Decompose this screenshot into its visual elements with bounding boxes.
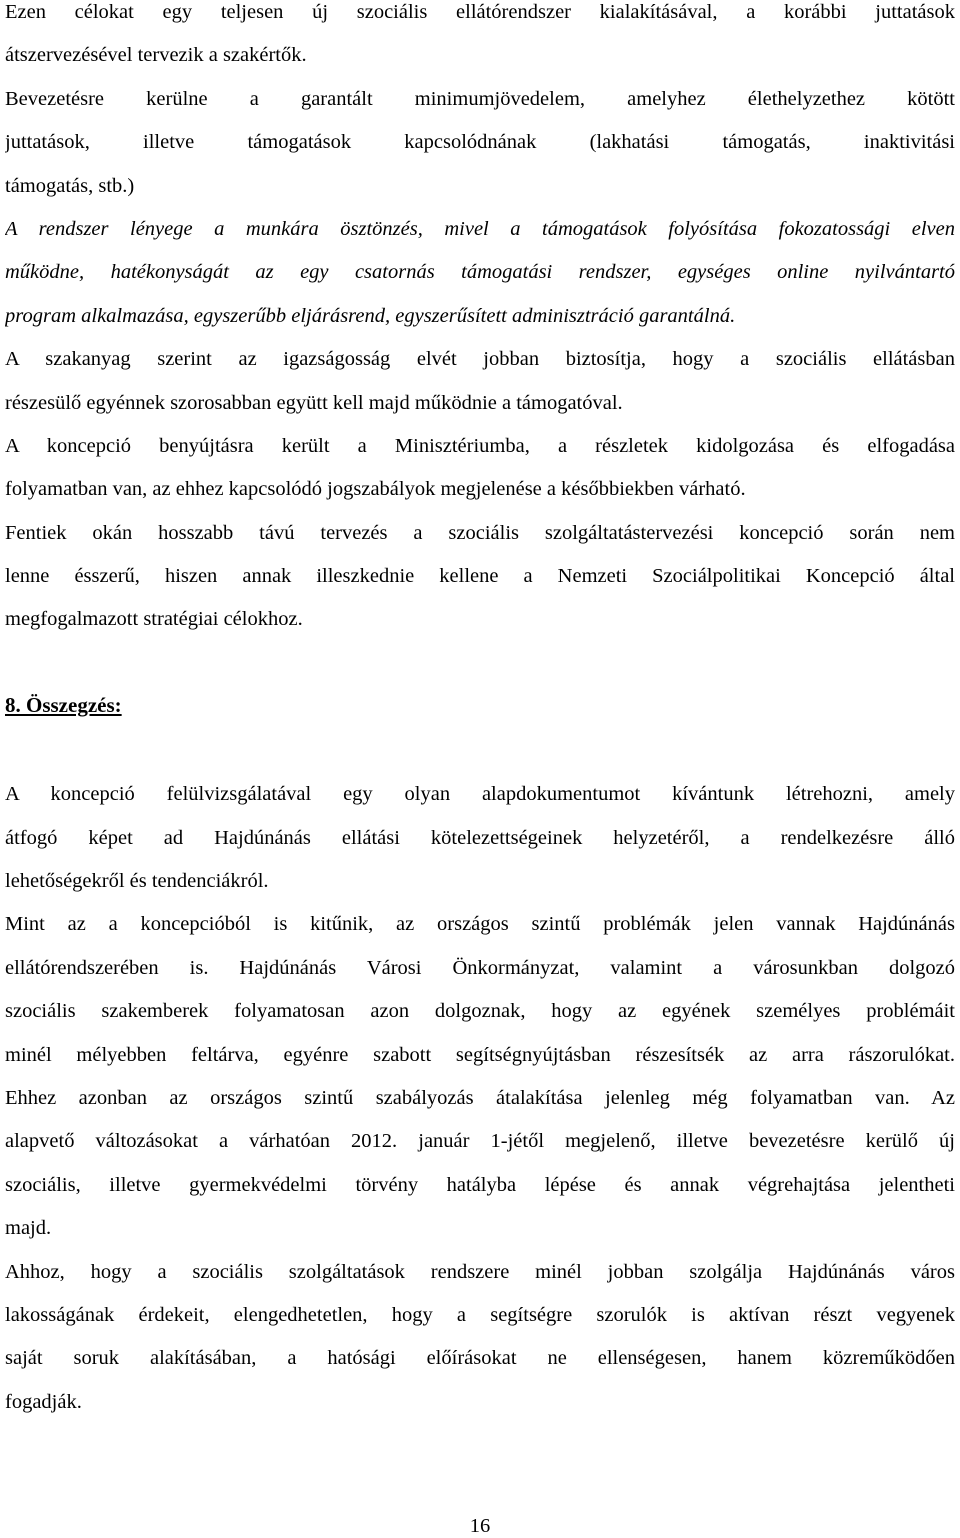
text-line: Ezen célokat egy teljesen új szociális ellátórendszer kialakításával, a korábbi juttatások — [5, 1, 955, 23]
text-line: A rendszer lényege a munkára ösztönzés, mivel a támogatások folyósítása fokozatossági elven — [5, 217, 955, 240]
section-heading-osszegzes: 8. Összegzés: — [5, 692, 122, 717]
text-line: ellátórendszerében is. Hajdúnánás Városi Önkormányzat, valamint a városunkban dolgozó — [5, 956, 955, 979]
text-line: átfogó képet ad Hajdúnánás ellátási kötelezettségeinek helyzetéről, a rendelkezésre álló — [5, 826, 955, 849]
text-line: Ahhoz, hogy a szociális szolgáltatások rendszere minél jobban szolgálja Hajdúnánás város — [5, 1260, 955, 1283]
document-page — [5, 0, 955, 1433]
text-line: támogatás, stb.) — [5, 174, 135, 197]
text-line: Ehhez azonban az országos szintű szabályozás átalakítása jelenleg még folyamatban van. Az — [5, 1086, 955, 1109]
paragraph-szocialis-ellatorendszer — [5, 0, 955, 87]
text-line: szociális szakemberek folyamatosan azon dolgoznak, hogy az egyének személyes problémáit — [5, 1000, 955, 1023]
text-line: A szakanyag szerint az igazságosság elvét jobban biztosítja, hogy a szociális ellátásban — [5, 348, 955, 371]
page-number: 16 — [469, 1515, 491, 1537]
text-line: Fentiek okán hosszabb távú tervezés a szociális szolgáltatástervezési koncepció során nem — [5, 521, 955, 544]
text-line: működne, hatékonyságát az egy csatornás támogatási rendszer, egységes online nyilvántartó — [5, 261, 955, 284]
paragraph-igazsagossag-elve — [5, 347, 955, 434]
text-line: majd. — [5, 1217, 52, 1240]
paragraph-hosszabb-tavu-tervezes — [5, 521, 955, 651]
text-line: minél mélyebben feltárva, egyénre szabott segítségnyújtásban részesítsék az arra rászorulókat. — [5, 1043, 955, 1066]
paragraph-orszagos-problemak — [5, 912, 955, 1259]
text-line: alapvető változásokat a várhatóan 2012. január 1-jétől megjelenő, illetve bevezetésre kerülő új — [5, 1130, 955, 1153]
text-line: lakosságának érdekeit, elengedhetetlen, hogy a segítségre szorulók is aktívan részt vegyenek — [5, 1303, 955, 1326]
paragraph-szocialis-szolgaltatasok — [5, 1260, 955, 1434]
text-line: program alkalmazása, egyszerűbb eljárásrend, egyszerűsített adminisztráció garantálná. — [5, 304, 736, 327]
text-line: fogadják. — [5, 1390, 82, 1413]
text-line: Bevezetésre kerülne a garantált minimumjövedelem, amelyhez élethelyzethez kötött — [5, 87, 955, 110]
text-line: lehetőségekről és tendenciákról. — [5, 870, 269, 893]
text-line: Mint az a koncepcióból is kitűnik, az országos szintű problémák jelen vannak Hajdúnánás — [5, 913, 955, 936]
paragraph-garantalt-minimumjovedelem — [5, 87, 955, 217]
text-line: saját soruk alakításában, a hatósági előírásokat ne ellenségesen, hanem közreműködően — [5, 1347, 955, 1370]
text-line: juttatások, illetve támogatások kapcsolódnának (lakhatási támogatás, inaktivitási — [5, 131, 955, 154]
text-line: szociális, illetve gyermekvédelmi törvény hatályba lépése és annak végrehajtása jelentheti — [5, 1173, 955, 1196]
text-line: A koncepció benyújtásra került a Minisztériumba, a részletek kidolgozása és elfogadása — [5, 434, 955, 457]
text-line: átszervezésével tervezik a szakértők. — [5, 44, 307, 67]
text-line: részesülő egyénnek szorosabban együtt kell majd működnie a támogatóval. — [5, 391, 623, 414]
text-line: A koncepció felülvizsgálatával egy olyan alapdokumentumot kívántunk létrehozni, amely — [5, 783, 955, 806]
paragraph-rendszer-lenyege — [5, 217, 955, 347]
paragraph-koncepcio-benyujtasa — [5, 434, 955, 521]
text-line: megfogalmazott stratégiai célokhoz. — [5, 608, 303, 631]
text-line: lenne ésszerű, hiszen annak illeszkednie kellene a Nemzeti Szociálpolitikai Koncepció által — [5, 565, 955, 588]
paragraph-koncepcio-felulvizsgalata — [5, 782, 955, 912]
text-line: folyamatban van, az ehhez kapcsolódó jogszabályok megjelenése a későbbiekben várható. — [5, 478, 746, 501]
